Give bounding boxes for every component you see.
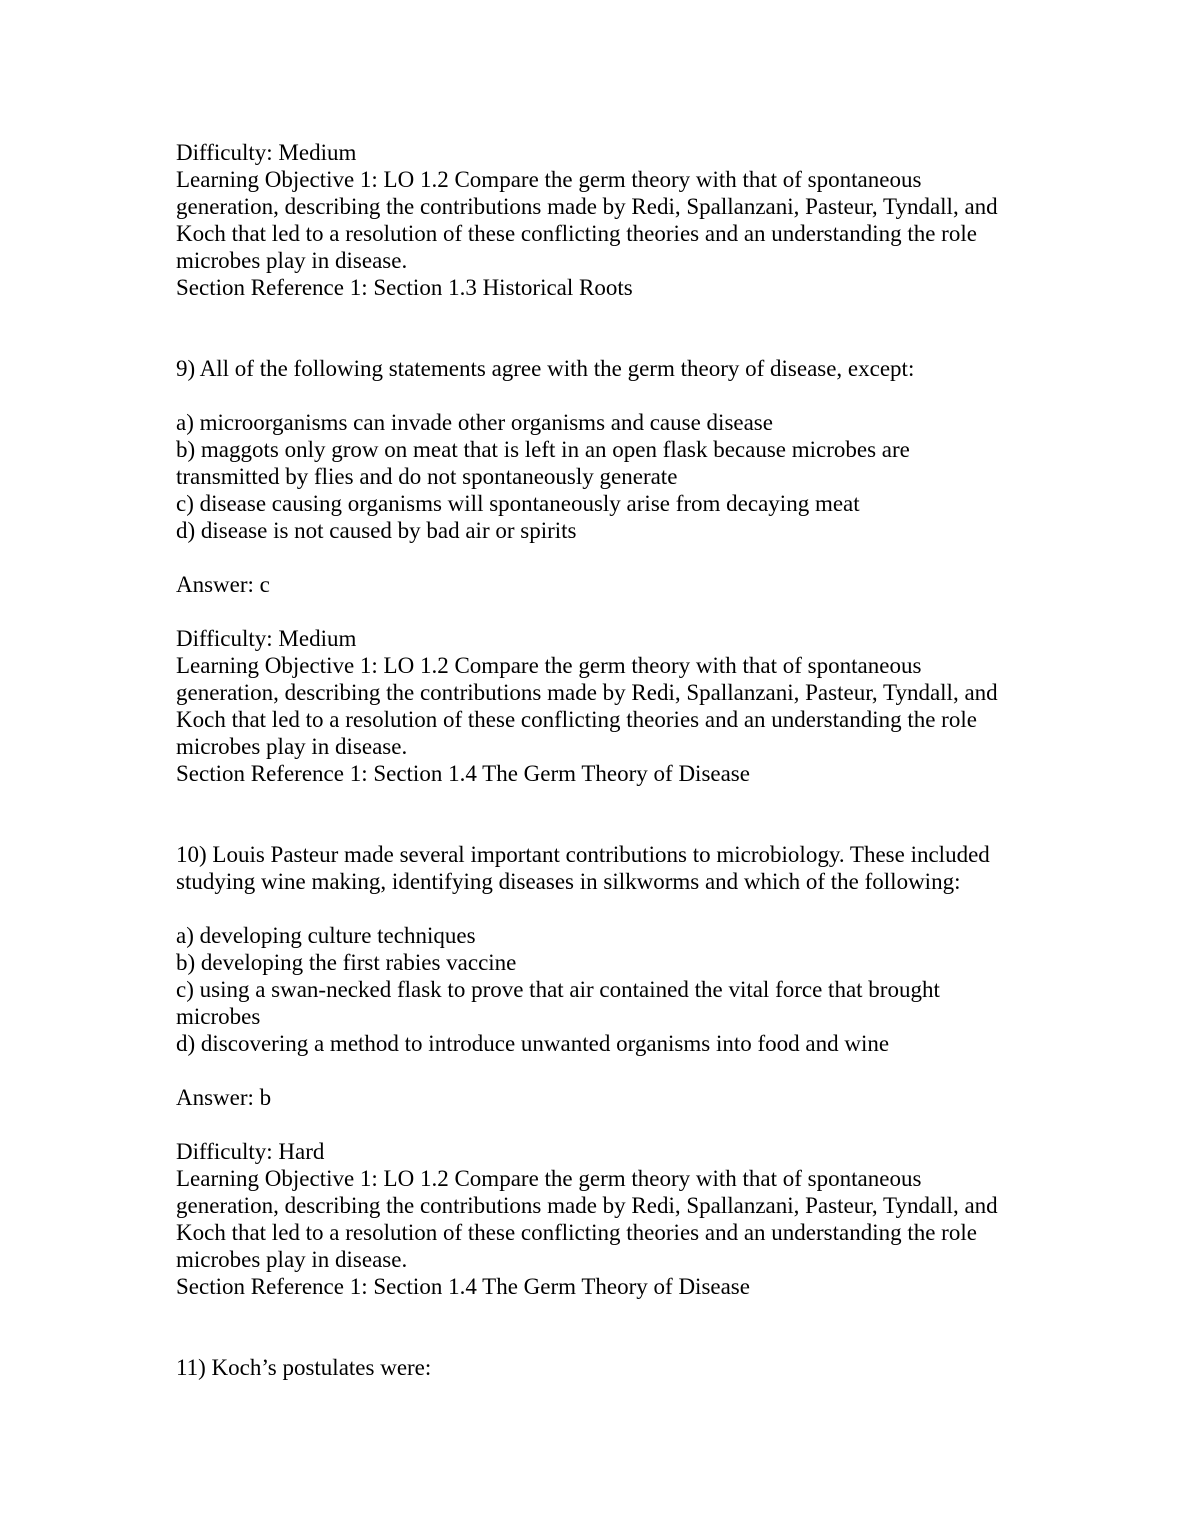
- learning-objective-line: Koch that led to a resolution of these conflicting theories and an understanding the role: [176, 707, 977, 732]
- learning-objective-line: Learning Objective 1: LO 1.2 Compare the germ theory with that of spontaneous: [176, 1166, 922, 1191]
- spacer: [176, 1111, 1056, 1138]
- learning-objective-line: generation, describing the contributions made by Redi, Spallanzani, Pasteur, Tyndall, and: [176, 1193, 998, 1218]
- question-9-option: b) maggots only grow on meat that is left in an open flask because microbes are: [176, 437, 910, 462]
- question-9-option: d) disease is not caused by bad air or spirits: [176, 518, 577, 543]
- question-9-answer: Answer: c: [176, 572, 270, 597]
- question-9-option: a) microorganisms can invade other organisms and cause disease: [176, 410, 773, 435]
- difficulty-label: Difficulty: Medium: [176, 626, 357, 651]
- question-10-option: microbes: [176, 1004, 261, 1029]
- spacer: [176, 1300, 1056, 1354]
- question-10-text: studying wine making, identifying diseases in silkworms and which of the following:: [176, 869, 961, 894]
- spacer: [176, 382, 1056, 409]
- learning-objective-line: Koch that led to a resolution of these conflicting theories and an understanding the role: [176, 221, 977, 246]
- learning-objective-line: Learning Objective 1: LO 1.2 Compare the germ theory with that of spontaneous: [176, 653, 922, 678]
- question-9-option: transmitted by flies and do not spontaneously generate: [176, 464, 678, 489]
- learning-objective-line: microbes play in disease.: [176, 1247, 408, 1272]
- question-10-option: d) discovering a method to introduce unwanted organisms into food and wine: [176, 1031, 890, 1056]
- question-10-answer: Answer: b: [176, 1085, 272, 1110]
- learning-objective-line: generation, describing the contributions made by Redi, Spallanzani, Pasteur, Tyndall, and: [176, 680, 998, 705]
- question-9-text: 9) All of the following statements agree with the germ theory of disease, except:: [176, 356, 915, 381]
- spacer: [176, 544, 1056, 571]
- question-11-text: 11) Koch’s postulates were:: [176, 1355, 432, 1380]
- section-reference: Section Reference 1: Section 1.4 The Germ Theory of Disease: [176, 1274, 750, 1299]
- section-reference: Section Reference 1: Section 1.3 Historical Roots: [176, 275, 633, 300]
- question-9-option: c) disease causing organisms will spontaneously arise from decaying meat: [176, 491, 860, 516]
- spacer: [176, 895, 1056, 922]
- learning-objective-line: microbes play in disease.: [176, 248, 408, 273]
- learning-objective-line: microbes play in disease.: [176, 734, 408, 759]
- section-reference: Section Reference 1: Section 1.4 The Germ Theory of Disease: [176, 761, 750, 786]
- learning-objective-line: Learning Objective 1: LO 1.2 Compare the germ theory with that of spontaneous: [176, 167, 922, 192]
- spacer: [176, 301, 1056, 355]
- spacer: [176, 787, 1056, 841]
- learning-objective-line: Koch that led to a resolution of these conflicting theories and an understanding the role: [176, 1220, 977, 1245]
- spacer: [176, 598, 1056, 625]
- question-10-option: a) developing culture techniques: [176, 923, 476, 948]
- difficulty-label: Difficulty: Medium: [176, 140, 357, 165]
- difficulty-label: Difficulty: Hard: [176, 1139, 325, 1164]
- question-10-option: c) using a swan-necked flask to prove that air contained the vital force that brought: [176, 977, 940, 1002]
- learning-objective-line: generation, describing the contributions made by Redi, Spallanzani, Pasteur, Tyndall, and: [176, 194, 998, 219]
- document-page: [176, 139, 1056, 1381]
- spacer: [176, 1057, 1056, 1084]
- question-10-text: 10) Louis Pasteur made several important contributions to microbiology. These included: [176, 842, 990, 867]
- question-10-option: b) developing the first rabies vaccine: [176, 950, 517, 975]
